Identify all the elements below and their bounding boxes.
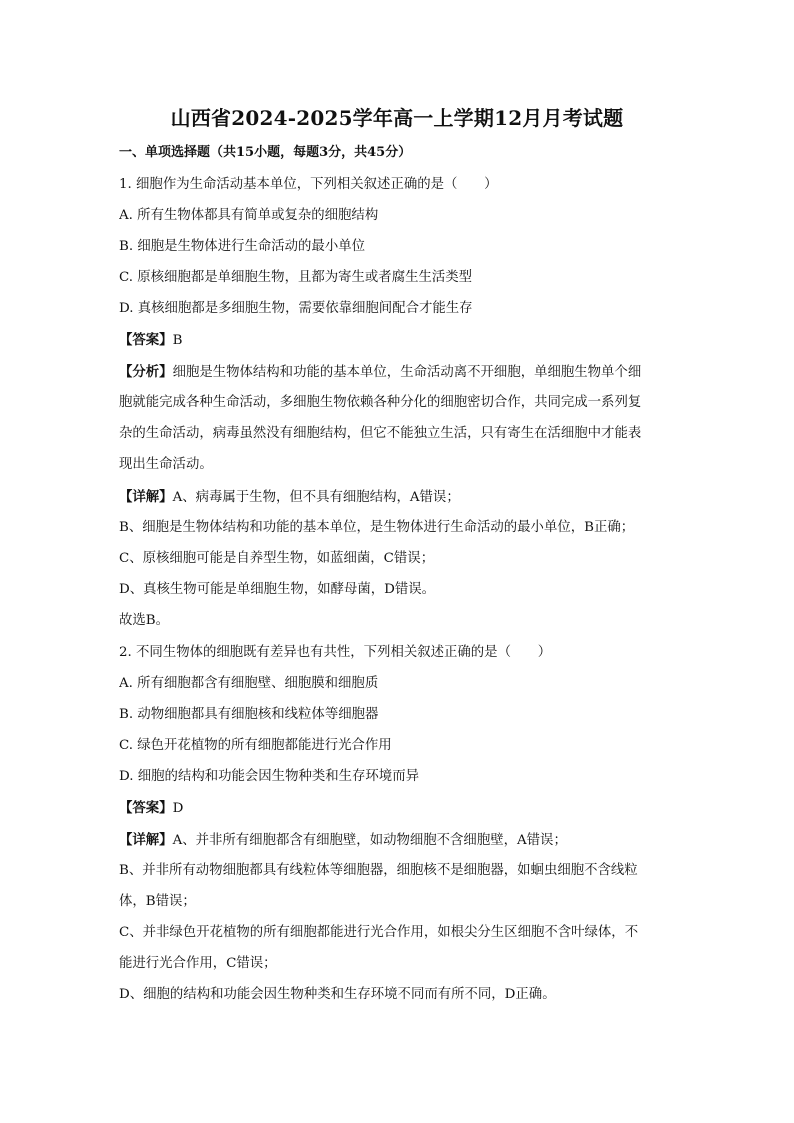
q1-analysis-line-3: 杂的生命活动，病毒虽然没有细胞结构，但它不能独立生活，只有寄生在活细胞中才能表 [119, 426, 642, 441]
q1-option-a: A. 所有生物体都具有简单或复杂的细胞结构 [119, 208, 379, 223]
q2-answer-tag: 【答案】 [119, 800, 173, 816]
q1-analysis-line-1 [119, 362, 679, 383]
q2-detail-line-5: 能进行光合作用，C错误； [119, 956, 277, 971]
q2-detail-line-3: 体，B错误； [119, 894, 196, 909]
q1-detail-line-4: D、真核生物可能是单细胞生物，如酵母菌，D错误。 [119, 582, 436, 597]
q1-option-c: C. 原核细胞都是单细胞生物，且都为寄生或者腐生生活类型 [119, 270, 473, 285]
q2-detail-line-2: B、并非所有动物细胞都具有线粒体等细胞器，细胞核不是细胞器，如蛔虫细胞不含线粒 [119, 863, 638, 878]
q2-detail-line-4: C、并非绿色开花植物的所有细胞都能进行光合作用，如根尖分生区细胞不含叶绿体，不 [119, 925, 639, 940]
q1-analysis-text-1: 细胞是生物体结构和功能的基本单位，生命活动离不开细胞，单细胞生物单个细 [172, 365, 642, 380]
q2-detail-tag: 【详解】 [119, 832, 173, 848]
section-heading: 一、单项选择题（共15小题，每题3分，共45分） [119, 145, 412, 160]
q1-detail-line-2: B、细胞是生物体结构和功能的基本单位，是生物体进行生命活动的最小单位，B正确； [119, 520, 635, 535]
q1-analysis-tag: 【分析】 [119, 364, 173, 380]
q1-option-b: B. 细胞是生物体进行生命活动的最小单位 [119, 239, 365, 254]
q1-option-d: D. 真核细胞都是多细胞生物，需要依靠细胞间配合才能生存 [119, 301, 473, 316]
q1-analysis-line-4: 现出生命活动。 [119, 457, 213, 472]
q2-detail-line-6: D、细胞的结构和功能会因生物种类和生存环境不同而有所不同，D正确。 [119, 987, 556, 1002]
q1-answer [119, 330, 679, 351]
q2-option-b: B. 动物细胞都具有细胞核和线粒体等细胞器 [119, 707, 379, 722]
q1-stem: 1. 细胞作为生命活动基本单位，下列相关叙述正确的是（ ） [119, 177, 498, 192]
q2-option-a: A. 所有细胞都含有细胞壁、细胞膜和细胞质 [119, 676, 379, 691]
q2-option-c: C. 绿色开花植物的所有细胞都能进行光合作用 [119, 738, 392, 753]
q1-detail-line-1 [119, 487, 679, 508]
q2-option-d: D. 细胞的结构和功能会因生物种类和生存环境而异 [119, 769, 419, 784]
q1-answer-tag: 【答案】 [119, 332, 173, 348]
q1-answer-value: B [172, 333, 183, 348]
page-title: 山西省2024-2025学年高一上学期12月月考试题 [170, 106, 624, 130]
q2-stem: 2. 不同生物体的细胞既有差异也有共性，下列相关叙述正确的是（ ） [119, 645, 552, 660]
q1-detail-tag: 【详解】 [119, 489, 173, 505]
q2-detail-text-1: A、并非所有细胞都含有细胞壁，如动物细胞不含细胞壁，A错误； [172, 833, 567, 848]
q1-analysis-line-2: 胞就能完成各种生命活动，多细胞生物依赖各种分化的细胞密切合作，共同完成一系列复 [119, 395, 642, 410]
q1-detail-line-3: C、原核细胞可能是自养型生物，如蓝细菌，C错误； [119, 551, 435, 566]
q2-answer [119, 798, 679, 819]
q2-detail-line-1 [119, 830, 679, 851]
q1-detail-text-1: A、病毒属于生物，但不具有细胞结构，A错误； [172, 490, 460, 505]
q2-answer-value: D [172, 801, 184, 816]
q1-conclusion: 故选B。 [119, 613, 170, 628]
